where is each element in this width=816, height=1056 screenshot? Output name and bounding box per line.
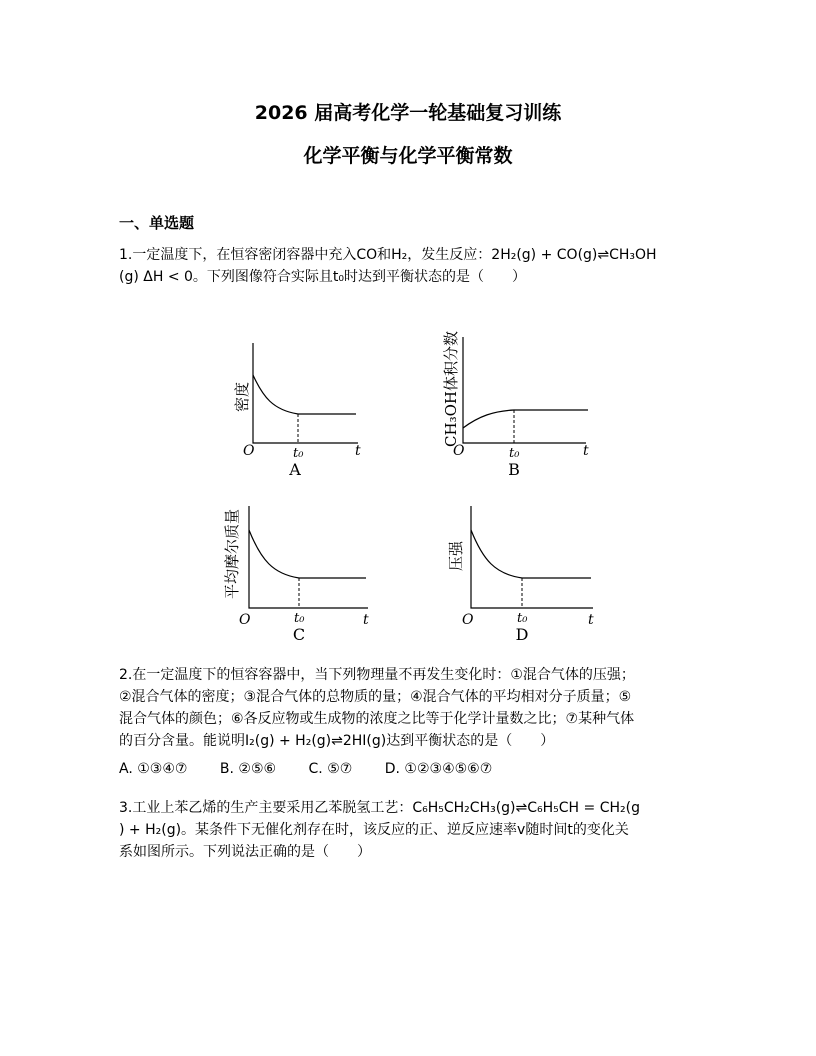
graph-a-t0-label: t₀ bbox=[293, 446, 304, 461]
question-2-line-2: ②混合气体的密度；③混合气体的总物质的量；④混合气体的平均相对分子质量；⑤ bbox=[119, 689, 632, 705]
question-2-line-3: 混合气体的颜色；⑥各反应物或生成物的浓度之比等于化学计量数之比；⑦某种气体 bbox=[119, 711, 635, 727]
option-b[interactable]: B. ②⑤⑥ bbox=[219, 761, 277, 777]
graph-a bbox=[225, 335, 370, 480]
option-d[interactable]: D. ①②③④⑤⑥⑦ bbox=[384, 761, 493, 777]
question-2-line-4: 的百分含量。能说明I₂(g) + H₂(g)⇌2HI(g)达到平衡状态的是（ ） bbox=[119, 733, 555, 749]
question-2 bbox=[119, 664, 699, 752]
graph-b-t-label: t bbox=[583, 443, 589, 459]
graph-d-caption: D bbox=[515, 625, 529, 644]
question-3-line-2: ) + H₂(g)。某条件下无催化剂存在时，该反应的正、逆反应速率v随时间t的变化关 bbox=[119, 822, 629, 838]
graph-a-curve bbox=[253, 375, 356, 414]
graph-d-curve bbox=[471, 530, 591, 578]
graph-c-t0-label: t₀ bbox=[294, 611, 305, 626]
graph-c-axes bbox=[249, 506, 368, 608]
graph-d-axes bbox=[471, 506, 593, 608]
question-3-line-1: 3.工业上苯乙烯的生产主要采用乙苯脱氢工艺：C₆H₅CH₂CH₃(g)⇌C₆H₅CH = CH₂(g bbox=[119, 800, 640, 816]
graph-c-ylabel: 平均摩尔质量 bbox=[223, 508, 241, 600]
graph-c bbox=[225, 500, 375, 645]
graph-d-origin: O bbox=[462, 612, 474, 628]
graph-b-curve bbox=[463, 410, 588, 428]
question-2-options bbox=[119, 761, 520, 777]
page-title: 2026 届高考化学一轮基础复习训练 bbox=[254, 102, 562, 124]
graph-b-ylabel: CH₃OH体积分数 bbox=[442, 331, 460, 447]
option-a[interactable]: A. ①③④⑦ bbox=[119, 761, 188, 777]
graph-a-axes bbox=[253, 343, 358, 443]
graph-a-ylabel: 密度 bbox=[233, 381, 251, 413]
graph-a-caption: A bbox=[289, 460, 301, 479]
section-heading: 一、单选题 bbox=[119, 214, 195, 232]
graph-d-ylabel: 压强 bbox=[447, 540, 465, 572]
page-subtitle: 化学平衡与化学平衡常数 bbox=[303, 145, 513, 167]
graph-c-curve bbox=[249, 530, 366, 578]
graph-b-t0-label: t₀ bbox=[509, 446, 520, 461]
question-2-line-1: 2.在一定温度下的恒容容器中，当下列物理量不再发生变化时：①混合气体的压强； bbox=[119, 667, 635, 683]
graph-d-t-label: t bbox=[588, 612, 594, 628]
graph-c-caption: C bbox=[292, 625, 306, 644]
graph-c-origin: O bbox=[239, 612, 251, 628]
graph-b bbox=[436, 331, 596, 480]
question-3-line-3: 系如图所示。下列说法正确的是（ ） bbox=[119, 844, 371, 860]
question-1-line-1: 1.一定温度下，在恒容密闭容器中充入CO和H₂，发生反应：2H₂(g) + CO(g)⇌CH₃OH bbox=[119, 247, 657, 263]
option-c[interactable]: C. ⑤⑦ bbox=[308, 761, 353, 777]
graph-c-t-label: t bbox=[363, 612, 369, 628]
question-1 bbox=[119, 244, 699, 288]
graph-d-t0-label: t₀ bbox=[517, 611, 528, 626]
graph-b-origin: O bbox=[453, 443, 465, 459]
graph-a-origin: O bbox=[243, 443, 255, 459]
graph-d bbox=[447, 500, 602, 645]
graph-a-t-label: t bbox=[355, 443, 361, 459]
graph-b-caption: B bbox=[508, 460, 520, 479]
question-3 bbox=[119, 797, 699, 863]
question-1-line-2: (g) ΔH < 0。下列图像符合实际且t₀时达到平衡状态的是（ ） bbox=[119, 269, 527, 285]
graph-b-axes bbox=[463, 337, 586, 443]
